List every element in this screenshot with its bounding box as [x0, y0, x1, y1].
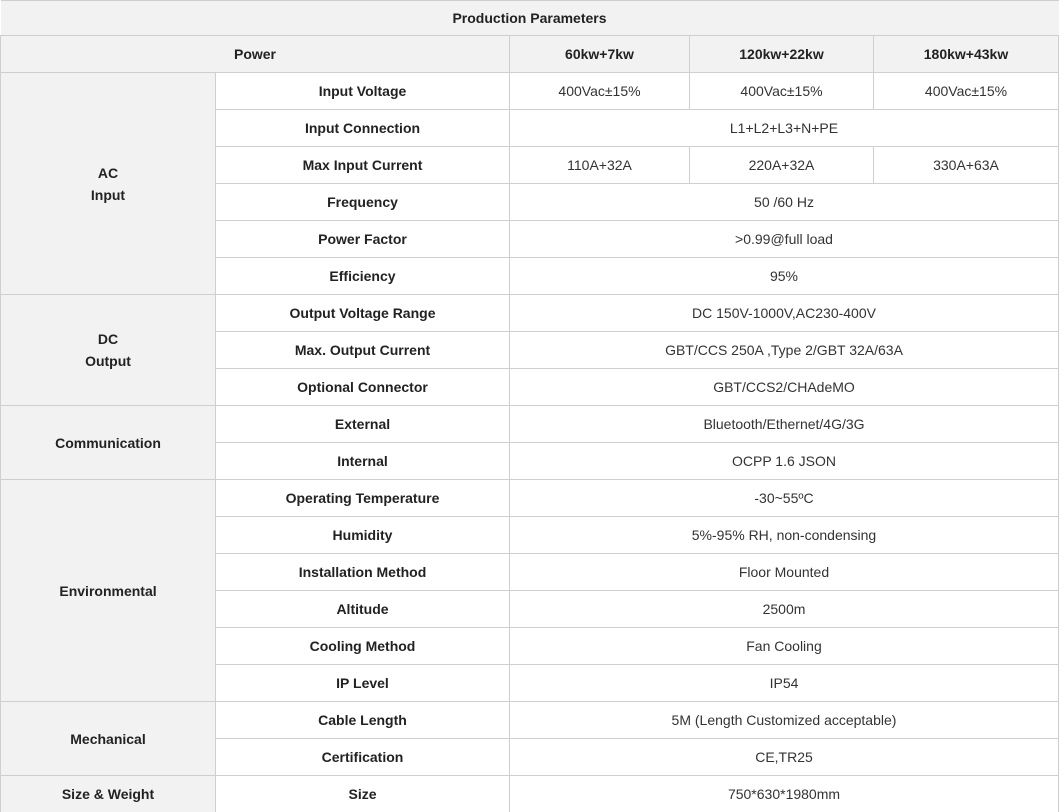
param-label: Efficiency [216, 258, 510, 295]
param-value: 750*630*1980mm [510, 776, 1059, 812]
param-label: Certification [216, 739, 510, 776]
model-header: 180kw+43kw [874, 36, 1059, 73]
model-header: 120kw+22kw [690, 36, 874, 73]
param-value: 5%-95% RH, non-condensing [510, 517, 1059, 554]
group-label: DC [97, 331, 119, 347]
param-label: Max. Output Current [216, 332, 510, 369]
group-mechanical: Mechanical [1, 702, 216, 776]
param-value: CE,TR25 [510, 739, 1059, 776]
group-label: Output [85, 353, 131, 369]
param-value: 220A+32A [690, 147, 874, 184]
group-label: AC [97, 164, 119, 181]
param-value: 95% [510, 258, 1059, 295]
table-row [1, 295, 1059, 332]
param-value: IP54 [510, 665, 1059, 702]
group-label: Input [90, 186, 126, 203]
param-label: External [216, 406, 510, 443]
param-label: Power Factor [216, 221, 510, 258]
model-header: 60kw+7kw [510, 36, 690, 73]
param-value: 2500m [510, 591, 1059, 628]
power-header-label: Power [1, 36, 510, 73]
param-value: OCPP 1.6 JSON [510, 443, 1059, 480]
param-value: 330A+63A [874, 147, 1059, 184]
param-label: Operating Temperature [216, 480, 510, 517]
table-row [1, 702, 1059, 739]
param-label: IP Level [216, 665, 510, 702]
param-label: Max Input Current [216, 147, 510, 184]
table-title-row [1, 1, 1059, 36]
param-value: >0.99@full load [510, 221, 1059, 258]
param-value: 5M (Length Customized acceptable) [510, 702, 1059, 739]
param-value: Bluetooth/Ethernet/4G/3G [510, 406, 1059, 443]
param-value: 50 /60 Hz [510, 184, 1059, 221]
param-value: 400Vac±15% [510, 73, 690, 110]
param-value: -30~55ºC [510, 480, 1059, 517]
param-label: Input Voltage [216, 73, 510, 110]
power-header-row [1, 36, 1059, 73]
param-value: Floor Mounted [510, 554, 1059, 591]
param-label: Optional Connector [216, 369, 510, 406]
group-communication: Communication [1, 406, 216, 480]
table-row [1, 480, 1059, 517]
param-label: Cooling Method [216, 628, 510, 665]
table-row [1, 406, 1059, 443]
group-environmental: Environmental [1, 480, 216, 702]
param-label: Frequency [216, 184, 510, 221]
param-label: Installation Method [216, 554, 510, 591]
param-value: 110A+32A [510, 147, 690, 184]
param-value: L1+L2+L3+N+PE [510, 110, 1059, 147]
param-label: Humidity [216, 517, 510, 554]
param-label: Input Connection [216, 110, 510, 147]
group-dc-output [1, 295, 216, 406]
param-value: GBT/CCS2/CHAdeMO [510, 369, 1059, 406]
param-label: Output Voltage Range [216, 295, 510, 332]
table-title: Production Parameters [1, 1, 1059, 36]
param-label: Altitude [216, 591, 510, 628]
param-value: GBT/CCS 250A ,Type 2/GBT 32A/63A [510, 332, 1059, 369]
param-label: Size [216, 776, 510, 812]
group-ac-input [1, 73, 216, 295]
table-row [1, 73, 1059, 110]
param-value: 400Vac±15% [874, 73, 1059, 110]
param-label: Cable Length [216, 702, 510, 739]
param-value: DC 150V-1000V,AC230-400V [510, 295, 1059, 332]
param-value: 400Vac±15% [690, 73, 874, 110]
param-value: Fan Cooling [510, 628, 1059, 665]
param-label: Internal [216, 443, 510, 480]
table-row [1, 776, 1059, 812]
group-size-weight: Size & Weight [1, 776, 216, 812]
